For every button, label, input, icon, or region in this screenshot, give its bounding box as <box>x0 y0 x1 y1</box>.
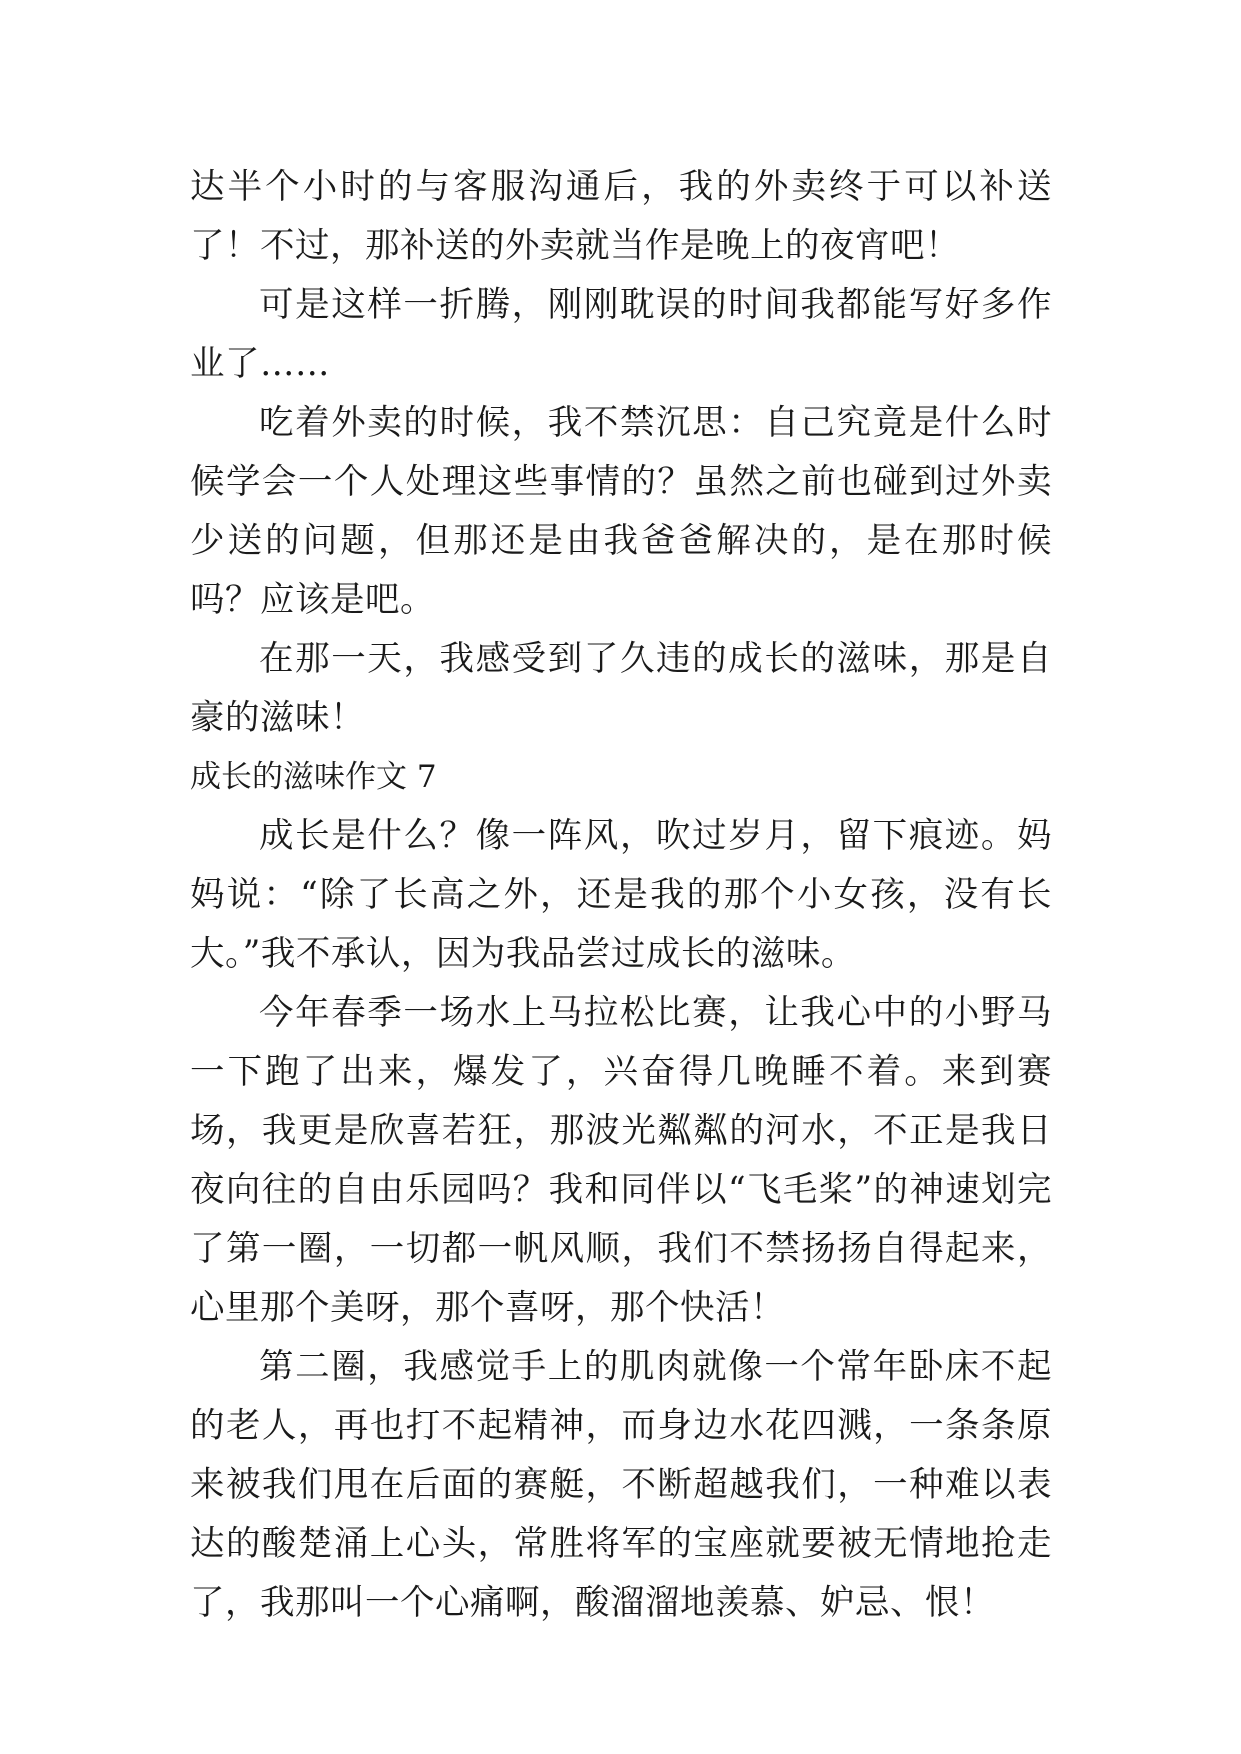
paragraph-1: 达半个小时的与客服沟通后，我的外卖终于可以补送了！不过，那补送的外卖就当作是晚上的夜宵吧！ <box>190 167 1052 266</box>
paragraph-4: 在那一天，我感受到了久违的成长的滋味，那是自豪的滋味！ <box>190 639 1052 738</box>
paragraph-6: 今年春季一场水上马拉松比赛，让我心中的小野马一下跑了出来，爆发了，兴奋得几晚睡不着。来到赛场，我更是欣喜若狂，那波光粼粼的河水，不正是我日夜向往的自由乐园吗？我和同伴以“飞毛桨”的神速划完了第一圈，一切都一帆风顺，我们不禁扬扬自得起来，心里那个美呀，那个喜呀，那个快活！ <box>190 993 1052 1328</box>
paragraph-7: 第二圈，我感觉手上的肌肉就像一个常年卧床不起的老人，再也打不起精神，而身边水花四溅，一条条原来被我们甩在后面的赛艇，不断超越我们，一种难以表达的酸楚涌上心头，常胜将军的宝座就要被无情地抢走了，我那叫一个心痛啊，酸溜溜地羡慕、妒忌、恨！ <box>190 1347 1052 1623</box>
paragraph-2: 可是这样一折腾，刚刚耽误的时间我都能写好多作业了…… <box>190 285 1052 384</box>
paragraph-5: 成长是什么？像一阵风，吹过岁月，留下痕迹。妈妈说：“除了长高之外，还是我的那个小女孩，没有长大。”我不承认，因为我品尝过成长的滋味。 <box>190 816 1052 974</box>
document-page <box>190 158 1052 1633</box>
section-heading: 成长的滋味作文 7 <box>190 759 437 795</box>
paragraph-3: 吃着外卖的时候，我不禁沉思：自己究竟是什么时候学会一个人处理这些事情的？虽然之前也碰到过外卖少送的问题，但那还是由我爸爸解决的，是在那时候吗？应该是吧。 <box>190 403 1052 620</box>
